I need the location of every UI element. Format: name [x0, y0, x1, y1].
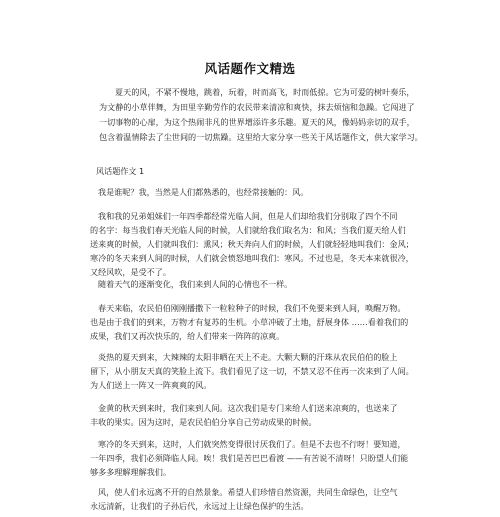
paragraph-line: 一年四季，我们必须降临人间。唉！我们是苦巴巴看渡 ——有苦说不清呀！只盼望人们能: [90, 453, 409, 463]
essay-paragraph: [90, 185, 414, 199]
document-title: 风话题作文精选: [204, 61, 296, 76]
paragraph-line: 够多多理解理解我们。: [90, 467, 171, 477]
essay-paragraph: [90, 437, 414, 479]
paragraph-line: 风，使人们永远离不开的自然景象。希望人们珍惜自然资源，共同生命绿色，让空气: [98, 487, 398, 497]
paragraph-line: 金黄的秋天到来时，我们来到人间。这次我们是专门来给人们送来凉爽的，也送来了: [98, 403, 398, 413]
essay-paragraph: [90, 209, 414, 279]
paragraph-line: 为人们送上一阵又一阵爽爽的风。: [90, 380, 212, 390]
essay-paragraph: [90, 350, 414, 392]
paragraph-line: 春天来临，农民伯伯刚刚播撒下一粒粒种子的时候，我们不免要来到人间，唤醒万物。: [98, 303, 406, 313]
intro-line: 包含着温情除去了尘世间的一切焦躁。这里给大家分享一些关于风话题作文，供大家学习。: [99, 132, 423, 142]
paragraph-line: 寒冷的冬天到来，这时，人们就突然变得很讨厌我们了。但是不去也不行呀！要知道，: [98, 439, 406, 449]
paragraph-line: 也是由于我们的到来，万物才有复苏的生机。小草冲破了土地，舒展身体 ……看着我们的: [90, 317, 409, 327]
essay-paragraph: [90, 301, 414, 343]
paragraph-line: 炎热的夏天到来，大辣辣的太阳非晒在天上不走。大颗大颗的汗珠从农民伯伯的脸上: [98, 352, 398, 362]
intro-line: 一切事物的心扉，为这个热闹非凡的世界增添许多乐趣。夏天的风，像妈妈亲切的双手，: [99, 117, 415, 127]
essay-paragraph: [90, 485, 414, 513]
essay-paragraph: [90, 401, 414, 429]
paragraph-line: 寒冷的冬天来到人间的时候，人们就会愤怒地叫我们：寒风。不过也是，冬天本来就很冷，: [90, 253, 414, 263]
paragraph-line: 随着天气的逐渐变化，我们来到人间的心情也不一样。: [98, 279, 293, 289]
paragraph-line: 的名字：每当我们春天光临人间的时候，人们就给我们取名为：和风；当我们夏天给人们: [90, 225, 406, 235]
intro-paragraph: [99, 85, 423, 145]
paragraph-line: 丰收的果实。因为这时，是农民伯伯分享自己劳动成果的时候。: [90, 417, 317, 427]
paragraph-line: 成果，我们又再次快乐的，给人们带来一阵阵的凉爽。: [90, 331, 285, 341]
paragraph-line: 又经风吹，是受不了。: [90, 267, 171, 277]
paragraph-line: 留下，从小朋友天真的笑脸上流下。我们看见了这一切，不禁又忍不住再一次来到了人间。: [90, 366, 414, 376]
paragraph-line: 我是谁呢？我，当然是人们都熟悉的，也经常接触的：风。: [98, 187, 309, 197]
paragraph-line: 送来爽的时候，人们就叫我们：熏风；秋天奔向人们的时候，人们就轻轻地叫我们：金风；: [90, 239, 414, 249]
essay-paragraph: [90, 277, 414, 291]
intro-line: 为文静的小草伴舞，为田里辛勤劳作的农民带来清凉和爽快，抹去烦恼和急躁。它闯进了: [99, 102, 415, 112]
essay-heading: 风话题作文 1: [96, 166, 145, 176]
paragraph-line: 永远清新，让我们的子孙后代，永远过上让绿色保护的生活。: [90, 501, 309, 511]
paragraph-line: 我和我的兄弟姐妹们一年四季都经常光临人间，但是人们却给我们分别取了四个不同: [98, 211, 398, 221]
intro-line: 夏天的风，不紧不慢地，跳着，玩着，时而高飞，时而低掠。它为可爱的树叶奏乐，: [115, 87, 415, 97]
